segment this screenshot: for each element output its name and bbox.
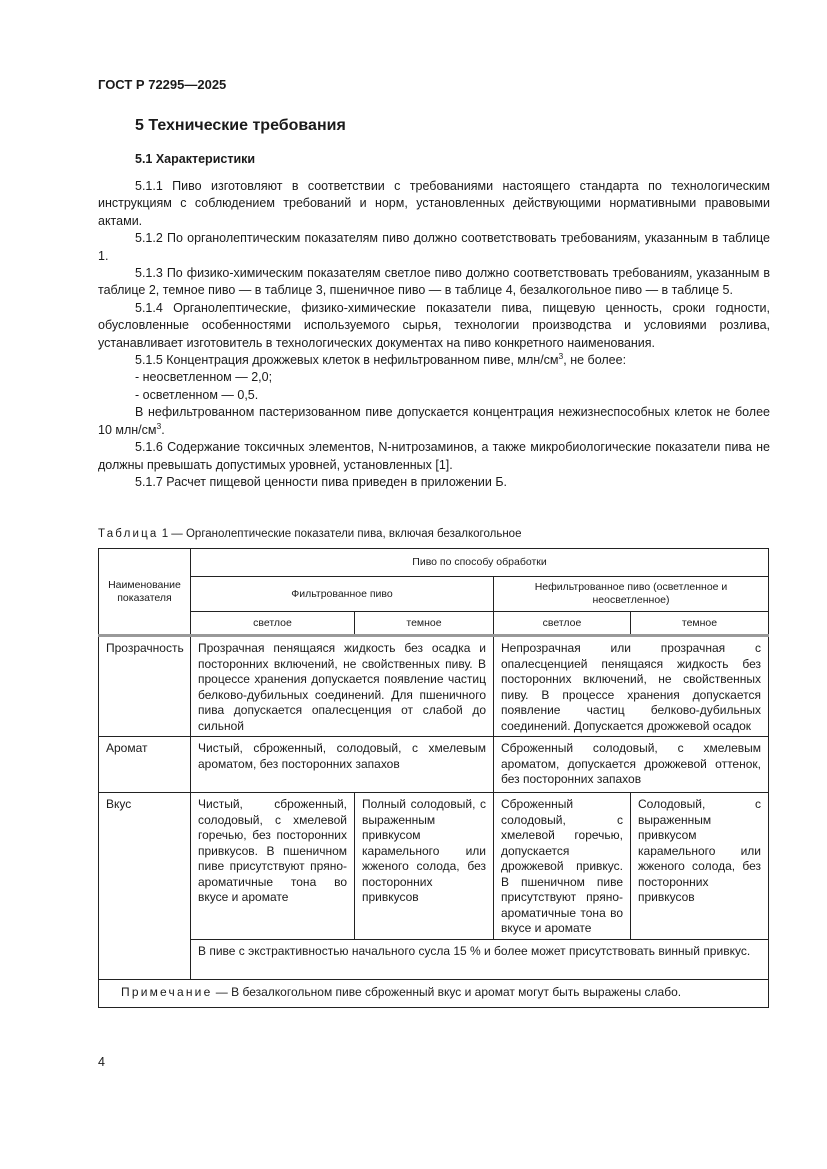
header-unfiltered: Нефильтрованное пиво (осветленное и неосветленное) (494, 577, 769, 612)
section-title: 5 Технические требования (135, 117, 346, 134)
header-filtered: Фильтрованное пиво (191, 577, 494, 612)
header-processing-method: Пиво по способу обработки (191, 549, 769, 577)
header-indicator-name: Наименование показателя (99, 549, 191, 636)
header-filtered-dark: темное (355, 612, 494, 636)
header-unfiltered-light: светлое (494, 612, 631, 636)
row-clarity-filtered: Прозрачная пенящаяся жидкость без осадка и посторонних включений, не свойственных пиву. В процессе хранения допускается появление частиц белково-дубильных соединений. Для пшеничного пива допускается опалесценция от слабой до сильной (191, 636, 494, 737)
row-aroma-filtered: Чистый, сброженный, солодовый, с хмелевым ароматом, без посторонних запахов (191, 737, 494, 793)
row-taste-filtered-light: Чистый, сброженный, солодовый, с хмелевой горечью, без посторонних привкусов. В пшеничном пиве присутствуют пряно-ароматичные тона во вкусе и аромате (191, 793, 355, 940)
header-unfiltered-dark: темное (631, 612, 769, 636)
header-filtered-light: светлое (191, 612, 355, 636)
paragraph-5-1-2: 5.1.2 По органолептическим показателям пиво должно соответствовать требованиям, указанным в таблице 1. (98, 231, 770, 263)
row-taste-unfiltered-light: Сброженный солодовый, с хмелевой горечью, допускается дрожжевой привкус. В пшеничном пиве присутствуют пряно-ароматичные тона во вкусе и аромате (494, 793, 631, 940)
page-number: 4 (98, 1055, 105, 1069)
row-clarity-name: Прозрачность (99, 636, 191, 737)
row-taste-note: В пиве с экстрактивностью начального сусла 15 % и более может присутствовать винный привкус. (191, 939, 769, 979)
subsection-title: 5.1 Характеристики (135, 152, 256, 166)
row-taste-unfiltered-dark: Солодовый, с выраженным привкусом карамельного или жженого солода, без посторонних привкусов (631, 793, 769, 940)
paragraph-5-1-6: 5.1.6 Содержание токсичных элементов, N-нитрозаминов, а также микробиологические показатели пива не должны превышать допустимых уровней, установленных [1]. (98, 440, 770, 472)
table-footnote (99, 979, 769, 1007)
table-footnote-text: — В безалкогольном пиве сброженный вкус и аромат могут быть выражены слабо. (212, 984, 682, 999)
paragraph-5-1-1: 5.1.1 Пиво изготовляют в соответствии с требованиями настоящего стандарта по технологическим инструкциям с соблюдением требований и норм, установленных действующими нормативными правовыми актами. (98, 179, 770, 228)
paragraph-5-1-5: 5.1.5 Концентрация дрожжевых клеток в нефильтрованном пиве, млн/$см^3$, не более: (135, 350, 627, 368)
table-caption (98, 528, 521, 540)
body-text (98, 178, 770, 491)
paragraph-5-1-3: 5.1.3 По физико-химическим показателям светлое пиво должно соответствовать требованиям, указанным в таблице 2, темное пиво — в таблице 3, пшеничное пиво — в таблице 4, безалкогольное пиво — в таблице 5. (98, 266, 770, 298)
list-item-unclarified: - неосветленном — 2,0; (135, 370, 273, 385)
paragraph-5-1-4: 5.1.4 Органолептические, физико-химические показатели пива, пищевую ценность, сроки годности, обусловленные особенностями используемого сырья, технологии производства и условиями розлива, устанавливает изготовитель в технологических документах на пиво конкретного наименования. (98, 300, 770, 350)
document-code: ГОСТ Р 72295—2025 (98, 77, 227, 92)
table-caption-label: Таблица (98, 528, 159, 540)
paragraph-5-1-7: 5.1.7 Расчет пищевой ценности пива приведен в приложении Б. (135, 474, 507, 489)
organoleptic-table (98, 548, 769, 1008)
table-caption-text: 1 — Органолептические показатели пива, включая безалкогольное (158, 528, 522, 540)
row-aroma-unfiltered: Сброженный солодовый, с хмелевым ароматом, допускается дрожжевой оттенок, без посторонних запахов (494, 737, 769, 793)
paragraph-pasteurized: В нефильтрованном пастеризованном пиве допускается концентрация нежизнеспособных клеток не более 10 млн/$см^3$. (98, 405, 770, 437)
table-footnote-label: Примечание (121, 984, 213, 999)
row-clarity-unfiltered: Непрозрачная или прозрачная с опалесценцией пенящаяся жидкость без посторонних включений, не свойственных пиву. В процессе хранения допускается появление частиц белково-дубильных соединений. Допускается дрожжевой осадок (494, 636, 769, 737)
row-taste-filtered-dark: Полный солодовый, с выраженным привкусом карамельного или жженого солода, без посторонних привкусов (355, 793, 494, 940)
list-item-clarified: - осветленном — 0,5. (135, 387, 259, 402)
row-aroma-name: Аромат (99, 737, 191, 793)
row-taste-name: Вкус (99, 793, 191, 980)
